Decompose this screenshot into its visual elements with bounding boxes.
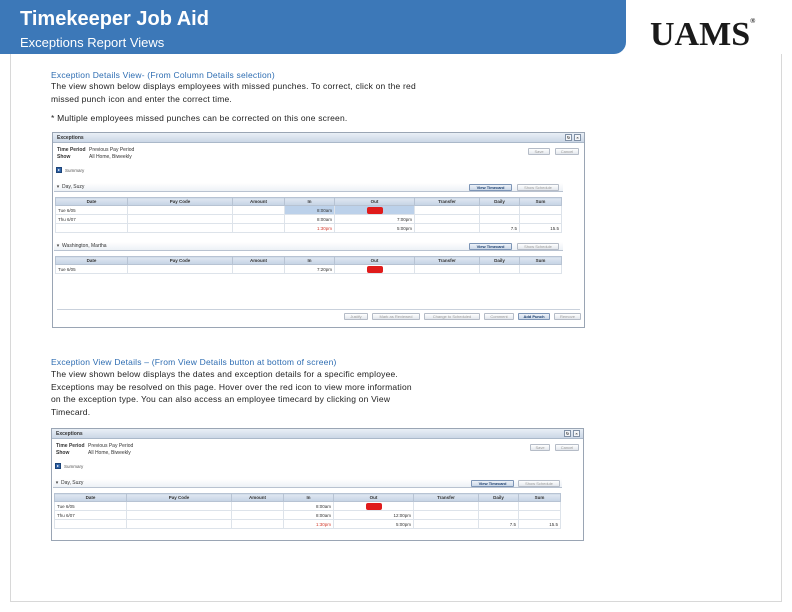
exceptions-window-title xyxy=(52,429,583,439)
out-punch-cell[interactable]: 7:00pm xyxy=(335,215,415,224)
in-punch-cell[interactable]: 8:00am xyxy=(284,502,334,511)
table-row[interactable] xyxy=(56,206,562,215)
column-header-date[interactable]: Date xyxy=(56,198,128,206)
page-subtitle: Exceptions Report Views xyxy=(20,35,165,50)
collapse-arrow-icon[interactable]: ▾ xyxy=(56,184,60,190)
section2-text: The view shown below displays the dates and exception details for a specific employee. Exceptions may be resolved on this page. Hover over the red icon to view more information on the exception type. You can also access an employee timecard by clicking on View Timecard. xyxy=(51,369,412,417)
close-icon[interactable]: × xyxy=(574,134,581,141)
time-period-info xyxy=(57,147,134,161)
column-header-out[interactable]: Out xyxy=(335,257,415,265)
show-value: All Home, Biweekly xyxy=(88,450,131,456)
column-header-daily[interactable]: Daily xyxy=(480,198,520,206)
table-row[interactable] xyxy=(55,520,561,529)
save-button[interactable]: Save xyxy=(528,148,550,155)
table-row[interactable] xyxy=(55,502,561,511)
table-row[interactable] xyxy=(56,265,562,274)
remove-button[interactable]: Remove xyxy=(554,313,581,320)
bottom-guide-line xyxy=(10,601,782,602)
column-header-sum[interactable]: Sum xyxy=(519,494,561,502)
expand-icon: ▸ xyxy=(57,167,60,172)
column-header-date[interactable]: Date xyxy=(56,257,128,265)
right-guide-line xyxy=(781,54,782,602)
out-punch-cell[interactable] xyxy=(335,206,415,215)
show-schedule-button[interactable]: Show Schedule xyxy=(517,243,559,250)
in-punch-cell[interactable]: 8:00am xyxy=(284,511,334,520)
show-label: Show xyxy=(56,450,70,456)
employee-name: Day, Suzy xyxy=(62,184,85,190)
column-header-in[interactable]: In xyxy=(285,257,335,265)
date-cell: Tue 6/05 xyxy=(56,206,128,215)
show-schedule-button[interactable]: Show Schedule xyxy=(517,184,559,191)
out-punch-cell[interactable] xyxy=(335,265,415,274)
time-period-info xyxy=(56,443,133,457)
expand-icon: ▸ xyxy=(56,463,59,468)
time-period-value: Previous Pay Period xyxy=(89,147,135,153)
cancel-button[interactable]: Cancel xyxy=(555,444,579,451)
save-button[interactable]: Save xyxy=(530,444,550,451)
uams-logo xyxy=(650,18,755,52)
action-bar-divider xyxy=(57,309,580,310)
table-header-row xyxy=(56,198,562,206)
column-header-transfer[interactable]: Transfer xyxy=(415,198,480,206)
column-header-amount[interactable]: Amount xyxy=(233,257,285,265)
time-period-value: Previous Pay Period xyxy=(88,443,134,449)
show-value: All Home, Biweekly xyxy=(89,154,132,160)
column-header-date[interactable]: Date xyxy=(55,494,127,502)
logo-registered-mark: ® xyxy=(750,17,756,25)
column-header-pay-code[interactable]: Pay Code xyxy=(127,494,232,502)
in-punch-cell[interactable]: 7:20pm xyxy=(285,265,335,274)
summary-label: Summary xyxy=(65,167,85,173)
table-row[interactable] xyxy=(56,215,562,224)
page-header xyxy=(0,0,792,54)
in-punch-cell[interactable]: 1:30pm xyxy=(284,520,334,529)
column-header-transfer[interactable]: Transfer xyxy=(414,494,479,502)
daily-total-cell: 7.5 xyxy=(479,520,519,529)
justify-button[interactable]: Justify xyxy=(344,313,368,320)
column-header-in[interactable]: In xyxy=(284,494,334,502)
sum-total-cell: 15.5 xyxy=(519,520,561,529)
out-punch-cell[interactable]: 12:00pm xyxy=(334,511,414,520)
sum-total-cell: 15.5 xyxy=(520,224,562,233)
in-punch-cell[interactable]: 8:00am xyxy=(285,215,335,224)
out-punch-cell[interactable]: 5:00pm xyxy=(335,224,415,233)
table-header-row xyxy=(55,494,561,502)
summary-toggle[interactable] xyxy=(56,167,84,173)
column-header-daily[interactable]: Daily xyxy=(480,257,520,265)
column-header-transfer[interactable]: Transfer xyxy=(415,257,480,265)
employee-name: Washington, Martha xyxy=(62,243,107,249)
missed-punch-icon[interactable] xyxy=(367,266,383,273)
window-title-text: Exceptions xyxy=(56,431,83,437)
exceptions-table-washington-martha xyxy=(55,256,562,274)
table-row[interactable] xyxy=(56,224,562,233)
section1-heading: Exception Details View- (From Column Details selection) xyxy=(51,70,275,80)
exceptions-table-day-suzy xyxy=(54,493,561,529)
column-header-sum[interactable]: Sum xyxy=(520,257,562,265)
change-to-scheduled-button[interactable]: Change to Scheduled xyxy=(424,313,480,320)
collapse-arrow-icon[interactable]: ▾ xyxy=(55,480,59,486)
summary-label: Summary xyxy=(64,463,84,469)
exceptions-table-day-suzy xyxy=(55,197,562,233)
out-punch-cell[interactable]: 5:00pm xyxy=(334,520,414,529)
date-cell: Thu 6/07 xyxy=(55,511,127,520)
refresh-icon[interactable]: ↻ xyxy=(566,135,571,140)
out-punch-cell[interactable] xyxy=(334,502,414,511)
show-schedule-button[interactable]: Show Schedule xyxy=(518,480,560,487)
table-header-row xyxy=(56,257,562,265)
employee-name: Day, Suzy xyxy=(61,480,84,486)
table-row[interactable] xyxy=(55,511,561,520)
column-header-out[interactable]: Out xyxy=(334,494,414,502)
comment-button[interactable]: Comment xyxy=(484,313,514,320)
date-cell xyxy=(55,520,127,529)
close-icon[interactable]: × xyxy=(573,430,580,437)
column-header-daily[interactable]: Daily xyxy=(479,494,519,502)
column-header-pay-code[interactable]: Pay Code xyxy=(128,198,233,206)
date-cell: Tue 6/05 xyxy=(55,502,127,511)
missed-punch-icon[interactable] xyxy=(367,207,383,214)
column-header-in[interactable]: In xyxy=(285,198,335,206)
column-header-amount[interactable]: Amount xyxy=(233,198,285,206)
daily-total-cell: 7.5 xyxy=(480,224,520,233)
collapse-arrow-icon[interactable]: ▾ xyxy=(56,243,60,249)
window-title-text: Exceptions xyxy=(57,135,84,141)
summary-toggle[interactable] xyxy=(55,463,83,469)
exceptions-window-title xyxy=(53,133,584,143)
section1-note: * Multiple employees missed punches can be corrected on this one screen. xyxy=(51,113,348,123)
time-period-label: Time Period xyxy=(57,147,86,153)
time-period-label: Time Period xyxy=(56,443,85,449)
show-label: Show xyxy=(57,154,71,160)
date-cell: Tue 6/05 xyxy=(56,265,128,274)
page-title: Timekeeper Job Aid xyxy=(20,8,209,30)
date-cell: Thu 6/07 xyxy=(56,215,128,224)
missed-punch-icon[interactable] xyxy=(366,503,382,510)
mark-as-reviewed-button[interactable]: Mark as Reviewed xyxy=(372,313,420,320)
refresh-icon[interactable]: ↻ xyxy=(565,431,570,436)
logo-text: UAMS xyxy=(650,16,751,53)
view-timecard-button[interactable]: View Timecard xyxy=(471,480,514,487)
add-punch-button[interactable]: Add Punch xyxy=(518,313,550,320)
left-guide-line xyxy=(10,54,11,602)
column-header-pay-code[interactable]: Pay Code xyxy=(128,257,233,265)
exception-details-screenshot xyxy=(52,132,585,328)
exception-view-details-screenshot xyxy=(51,428,584,541)
column-header-out[interactable]: Out xyxy=(335,198,415,206)
section2-heading: Exception View Details – (From View Details button at bottom of screen) xyxy=(51,357,337,367)
cancel-button[interactable]: Cancel xyxy=(555,148,579,155)
date-cell xyxy=(56,224,128,233)
view-timecard-button[interactable]: View Timecard xyxy=(469,184,512,191)
column-header-amount[interactable]: Amount xyxy=(232,494,284,502)
in-punch-cell[interactable]: 8:00am xyxy=(285,206,335,215)
column-header-sum[interactable]: Sum xyxy=(520,198,562,206)
in-punch-cell[interactable]: 1:30pm xyxy=(285,224,335,233)
view-timecard-button[interactable]: View Timecard xyxy=(469,243,512,250)
section1-text: The view shown below displays employees with missed punches. To correct, click on the red missed punch icon and enter the correct time. xyxy=(51,81,416,104)
